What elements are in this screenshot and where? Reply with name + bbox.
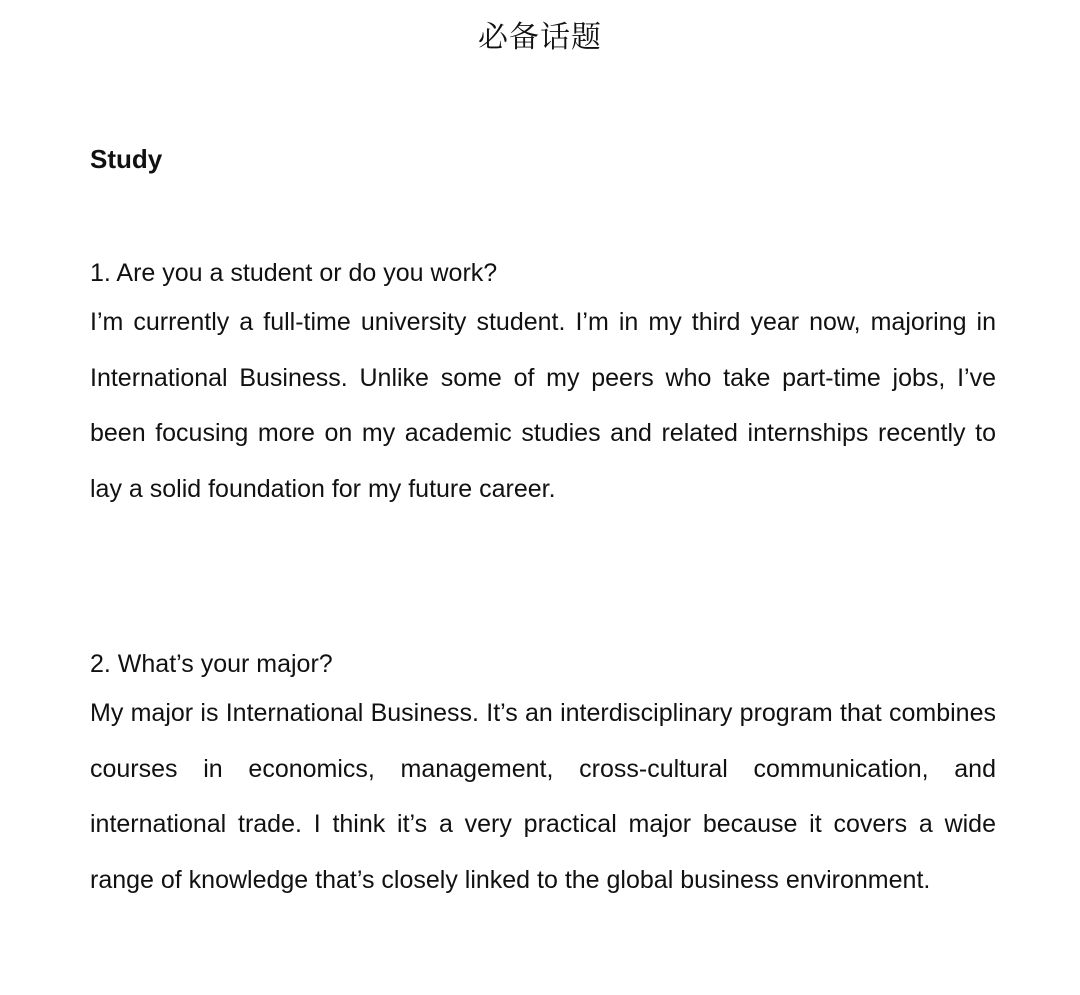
document-title: 必备话题	[478, 20, 602, 55]
qa-block-2	[90, 644, 996, 908]
question-1: 1. Are you a student or do you work?	[90, 259, 498, 287]
qa-block-1	[90, 253, 996, 517]
answer-1: I’m currently a full-time university student. I’m in my third year now, majoring in International Business. Unlike some of my peers who take part-time jobs, I’ve been focusing more on my academic studies and related internships recently to lay a solid foundation for my future career.	[90, 308, 996, 503]
answer-2: My major is International Business. It’s an interdisciplinary program that combines courses in economics, management, cross-cultural communication, and international trade. I think it’s a very practical major because it covers a wide range of knowledge that’s closely linked to the global business environment.	[90, 699, 996, 894]
question-2: 2. What’s your major?	[90, 650, 333, 678]
section-heading: Study	[90, 144, 163, 174]
